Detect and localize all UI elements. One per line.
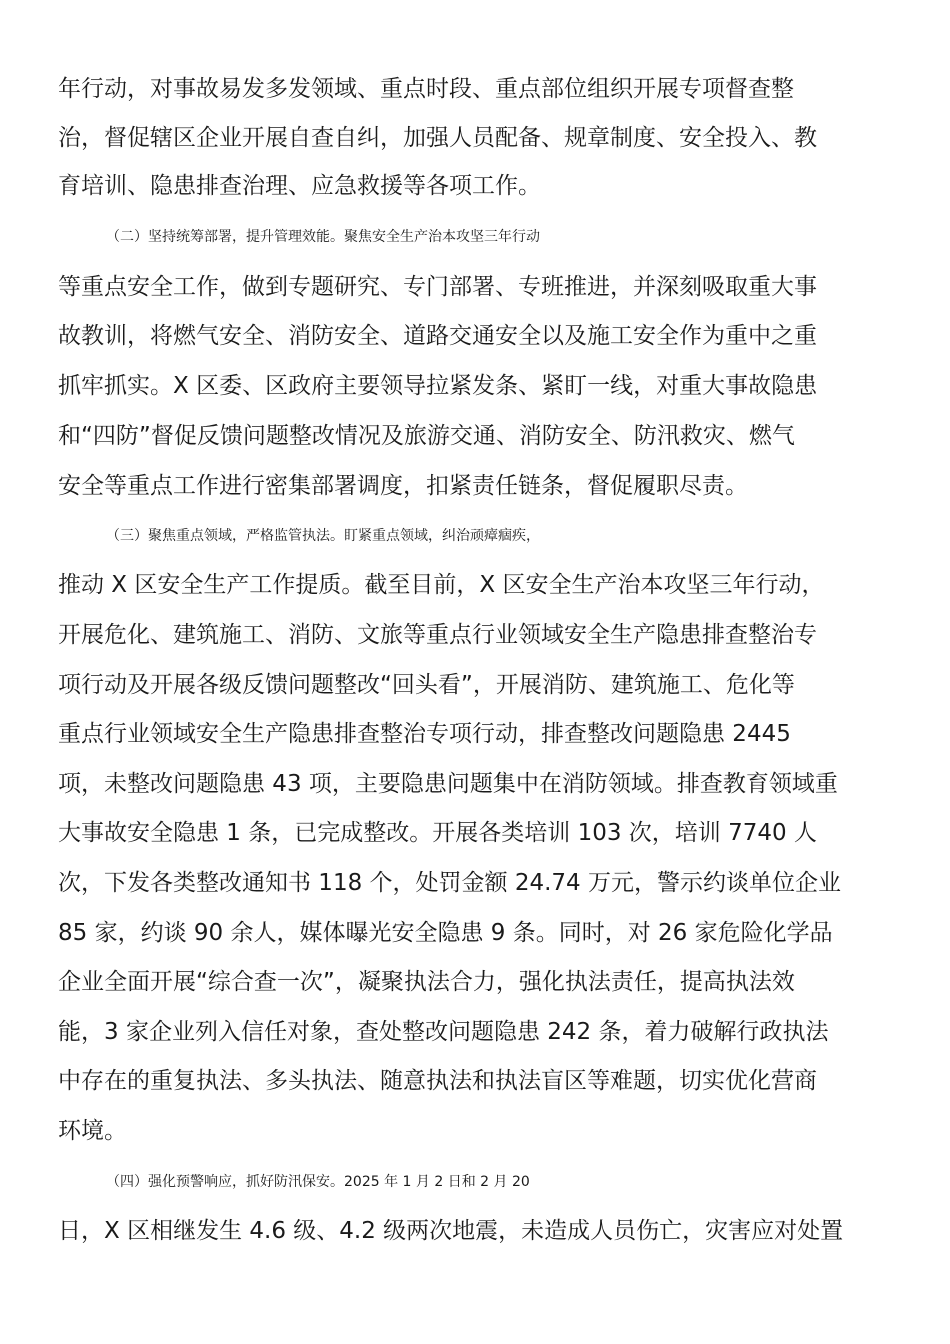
text-line: 项行动及开展各级反馈问题整改“回头看”，开展消防、建筑施工、危化等 bbox=[58, 672, 795, 698]
text-line: 大事故安全隐患 1 条，已完成整改。开展各类培训 103 次，培训 7740 人 bbox=[58, 820, 817, 846]
text-line: 治，督促辖区企业开展自查自纠，加强人员配备、规章制度、安全投入、教 bbox=[58, 125, 817, 151]
text-line: 项，未整改问题隐患 43 项，主要隐患问题集中在消防领域。排查教育领域重 bbox=[58, 771, 838, 797]
text-line: 日，X 区相继发生 4.6 级、4.2 级两次地震，未造成人员伤亡，灾害应对处置 bbox=[58, 1218, 844, 1244]
text-line: 年行动，对事故易发多发领域、重点时段、重点部位组织开展专项督查整 bbox=[58, 76, 794, 102]
text-line: 重点行业领域安全生产隐患排查整治专项行动，排查整改问题隐患 2445 bbox=[58, 721, 791, 747]
text-line: 抓牢抓实。X 区委、区政府主要领导拉紧发条、紧盯一线，对重大事故隐患 bbox=[58, 373, 818, 399]
text-line: 次，下发各类整改通知书 118 个，处罚金额 24.74 万元，警示约谈单位企业 bbox=[58, 870, 841, 896]
text-line: 企业全面开展“综合查一次”，凝聚执法合力，强化执法责任，提高执法效 bbox=[58, 969, 795, 995]
text-line: 等重点安全工作，做到专题研究、专门部署、专班推进，并深刻吸取重大事 bbox=[58, 274, 817, 300]
text-line: 和“四防”督促反馈问题整改情况及旅游交通、消防安全、防汛救灾、燃气 bbox=[58, 423, 795, 449]
text-line: 故教训，将燃气安全、消防安全、道路交通安全以及施工安全作为重中之重 bbox=[58, 323, 817, 349]
text-line: 环境。 bbox=[58, 1118, 127, 1144]
text-line: 推动 X 区安全生产工作提质。截至目前，X 区安全生产治本攻坚三年行动， bbox=[58, 572, 825, 598]
paragraph-heading-line: （三）聚焦重点领域，严格监管执法。盯紧重点领域，纠治顽瘴痼疾， bbox=[106, 528, 540, 544]
paragraph-heading-line: （四）强化预警响应，抓好防汛保安。2025 年 1 月 2 日和 2 月 20 bbox=[106, 1174, 530, 1190]
text-line: 中存在的重复执法、多头执法、随意执法和执法盲区等难题，切实优化营商 bbox=[58, 1068, 817, 1094]
text-line: 能，3 家企业列入信任对象，查处整改问题隐患 242 条，着力破解行政执法 bbox=[58, 1019, 829, 1045]
text-line: 安全等重点工作进行密集部署调度，扣紧责任链条，督促履职尽责。 bbox=[58, 473, 748, 499]
text-line: 85 家，约谈 90 余人，媒体曝光安全隐患 9 条。同时，对 26 家危险化学品 bbox=[58, 920, 833, 946]
text-line: 育培训、隐患排查治理、应急救援等各项工作。 bbox=[58, 173, 541, 199]
text-line: 开展危化、建筑施工、消防、文旅等重点行业领域安全生产隐患排查整治专 bbox=[58, 622, 817, 648]
paragraph-heading-line: （二）坚持统筹部署，提升管理效能。聚焦安全生产治本攻坚三年行动 bbox=[106, 229, 540, 245]
